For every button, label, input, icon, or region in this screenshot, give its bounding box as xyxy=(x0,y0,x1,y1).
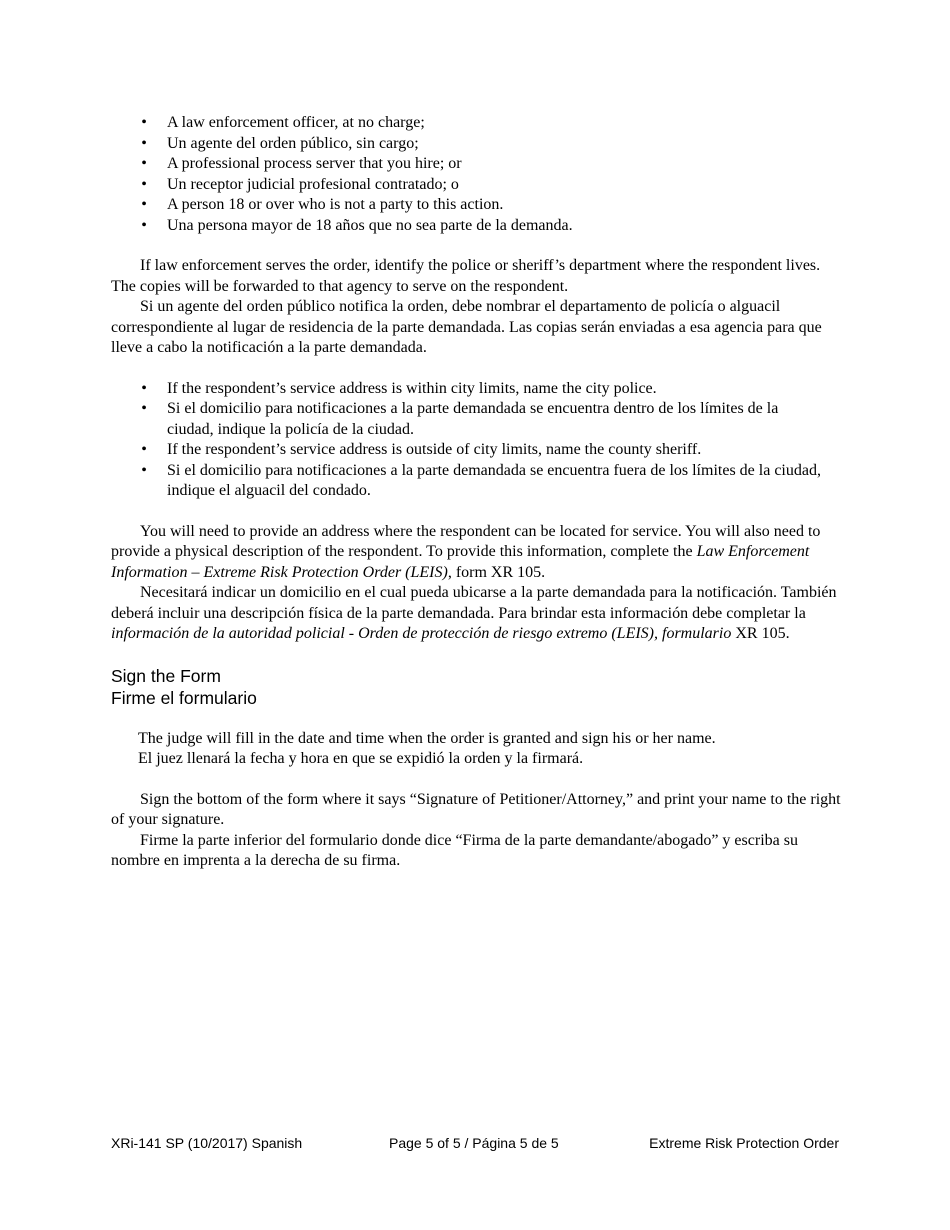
bullet-icon: • xyxy=(141,155,147,172)
judge-paragraph-en: The judge will fill in the date and time when the order is granted and sign his or her name. xyxy=(138,729,716,747)
footer-page-number: Page 5 of 5 / Página 5 de 5 xyxy=(389,1135,559,1151)
bullet-icon: • xyxy=(141,379,147,397)
list-item: • A person 18 or over who is not a party to this action. xyxy=(111,195,841,216)
bullet-icon: • xyxy=(141,441,147,458)
section-heading-en: Sign the Form xyxy=(111,665,221,686)
bullet-icon: • xyxy=(141,461,147,479)
address-info-paragraph-es: Necesitará indicar un domicilio en el cual pueda ubicarse a la parte demandada para la notificación. También deberá incluir una descripción física de la parte demandada. Para brindar esta información debe completar la información de la autoridad policial - Orden de protección de riesgo extremo (LEIS), formulario XR 105. xyxy=(111,584,837,642)
list-item: • Un agente del orden público, sin cargo; xyxy=(111,134,841,155)
list-item: • If the respondent’s service address is within city limits, name the city police. xyxy=(111,379,841,400)
sign-paragraph-es: Firme la parte inferior del formulario donde dice “Firma de la parte demandante/abogado” y escriba su nombre en imprenta a la derecha de su firma. xyxy=(111,831,798,869)
judge-paragraph-es: El juez llenará la fecha y hora en que se expidió la orden y la firmará. xyxy=(138,750,584,767)
page-footer xyxy=(111,1134,841,1154)
service-options-list xyxy=(111,113,841,236)
address-options-list xyxy=(111,379,841,502)
bullet-icon: • xyxy=(141,196,147,213)
bullet-icon: • xyxy=(141,216,147,234)
law-enforcement-paragraph-es: Si un agente del orden público notifica la orden, debe nombrar el departamento de policía o alguacil correspondiente al lugar de residencia de la parte demandada. Las copias serán enviadas a esa agencia para que lleve a cabo la notificación a la parte demandada. xyxy=(111,298,822,356)
address-info-paragraph-en: You will need to provide an address where the respondent can be located for service. You will also need to provide a physical description of the respondent. To provide this information, complete the Law Enforcement Information – Extreme Risk Protection Order (LEIS), form XR 105. xyxy=(111,522,821,581)
document-page xyxy=(111,113,841,872)
sign-paragraph-en: Sign the bottom of the form where it says “Signature of Petitioner/Attorney,” and print your name to the right of your signature. xyxy=(111,790,841,828)
form-title-leis-es: información de la autoridad policial - Orden de protección de riesgo extremo (LEIS), formulario xyxy=(111,625,732,642)
list-item: • If the respondent’s service address is outside of city limits, name the county sheriff. xyxy=(111,440,841,461)
bullet-icon: • xyxy=(141,114,147,131)
bullet-icon: • xyxy=(141,175,147,193)
list-item: • Si el domicilio para notificaciones a la parte demandada se encuentra fuera de los límites de la ciudad, indique el alguacil del condado. xyxy=(111,461,841,502)
law-enforcement-paragraph-en: If law enforcement serves the order, identify the police or sheriff’s department where the respondent lives. The copies will be forwarded to that agency to serve on the respondent. xyxy=(111,257,821,295)
section-heading-es: Firme el formulario xyxy=(111,687,257,708)
list-item: • A law enforcement officer, at no charge; xyxy=(111,113,841,134)
list-item: • A professional process server that you hire; or xyxy=(111,154,841,175)
list-item: • Un receptor judicial profesional contratado; o xyxy=(111,175,841,196)
list-item: • Si el domicilio para notificaciones a la parte demandada se encuentra dentro de los límites de la ciudad, indique la policía de la ciudad. xyxy=(111,399,841,440)
list-item: • Una persona mayor de 18 años que no sea parte de la demanda. xyxy=(111,216,841,237)
bullet-icon: • xyxy=(141,134,147,152)
form-title-leis: Law Enforcement Information – Extreme Risk Protection Order (LEIS) xyxy=(111,543,810,581)
footer-form-id: XRi-141 SP (10/2017) Spanish xyxy=(111,1135,303,1151)
footer-form-title: Extreme Risk Protection Order xyxy=(649,1135,839,1151)
bullet-icon: • xyxy=(141,400,147,417)
